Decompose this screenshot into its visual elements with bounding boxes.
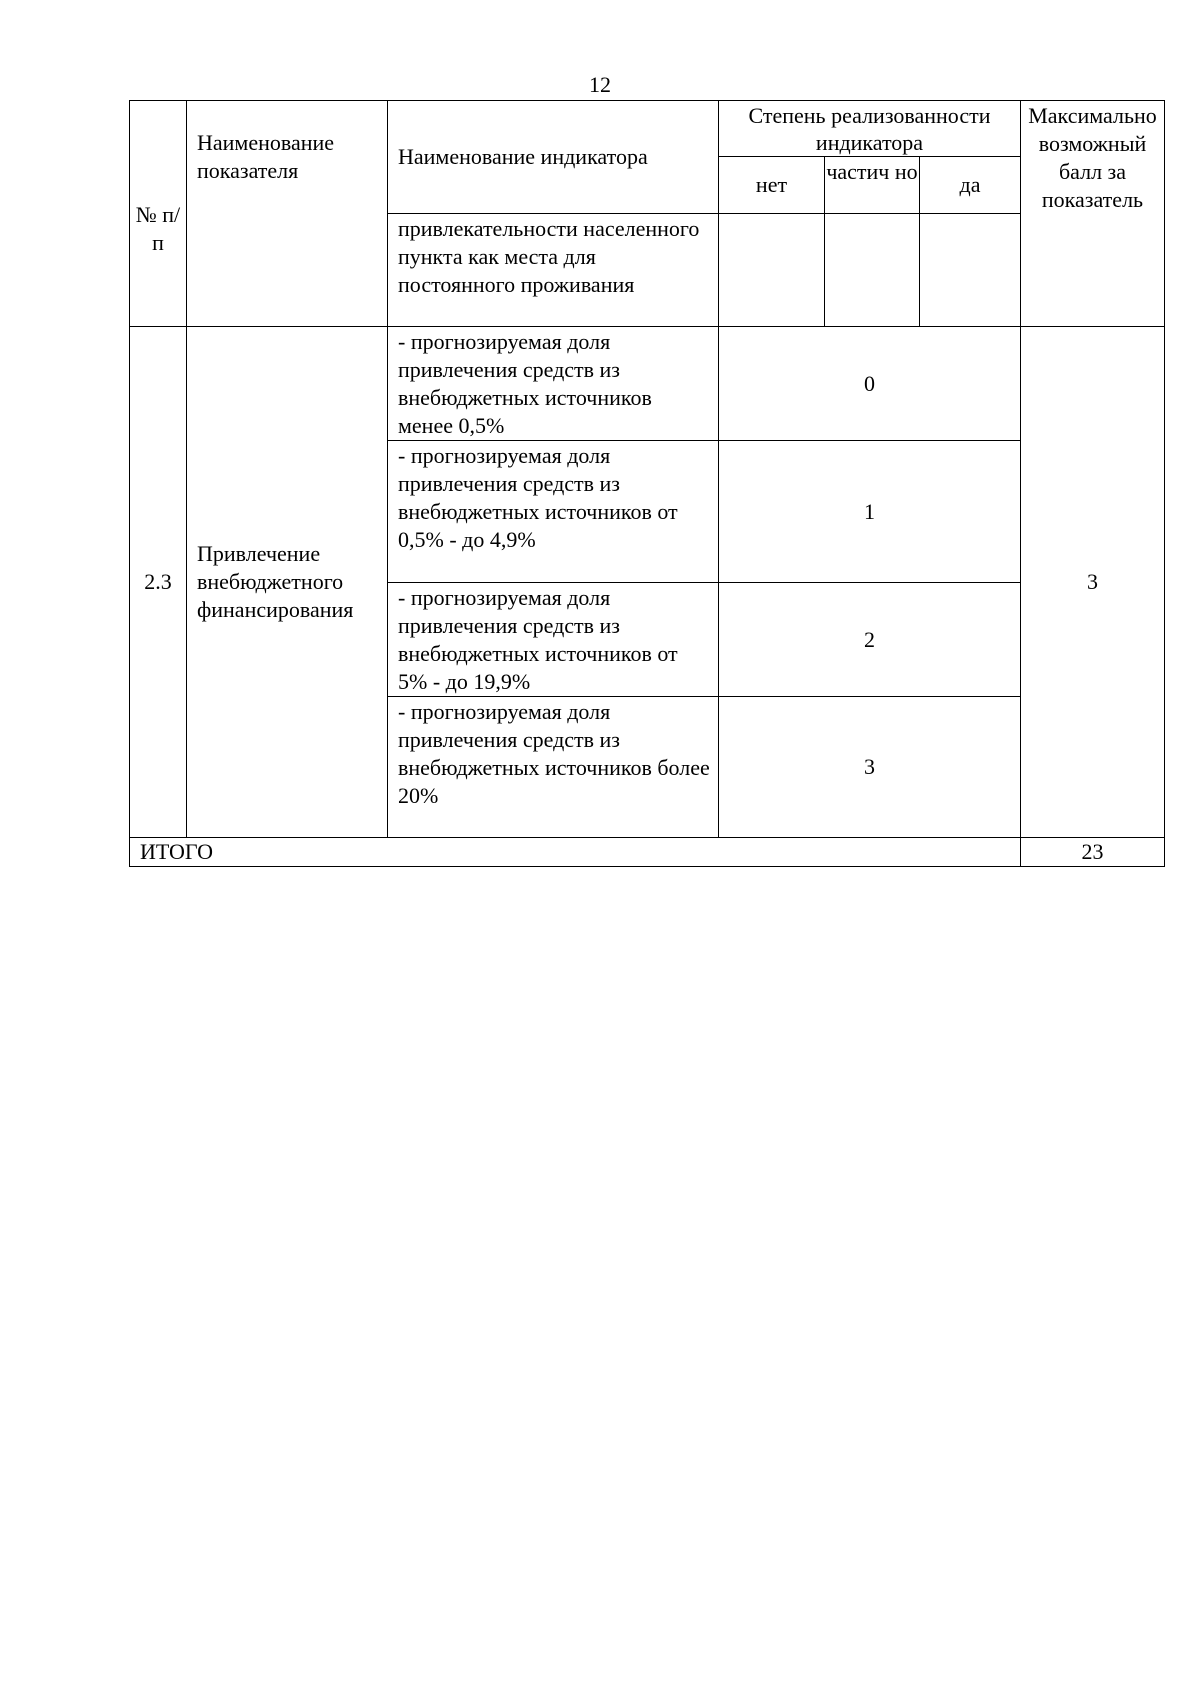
header-max-score: Максимально возможный балл за показатель <box>1021 101 1165 327</box>
indicator-text: - прогнозируемая доля привлечения средств из внебюджетных источников более 20% <box>388 697 719 838</box>
continuation-partial-cell <box>825 214 920 327</box>
header-realization-yes: да <box>920 157 1021 214</box>
header-row <box>130 101 1165 157</box>
indicator-text: - прогнозируемая доля привлечения средств из внебюджетных источников менее 0,5% <box>388 327 719 441</box>
total-row <box>130 838 1165 867</box>
section-max-score: 3 <box>1021 327 1165 838</box>
header-num <box>130 101 187 327</box>
indicator-score: 3 <box>719 697 1021 838</box>
header-realization-partial: частич но <box>825 157 920 214</box>
section-num: 2.3 <box>130 327 187 838</box>
continuation-yes-cell <box>920 214 1021 327</box>
section-name: Привлечение внебюджетного финансирования <box>187 327 388 838</box>
total-label: ИТОГО <box>130 838 1021 867</box>
indicator-score: 1 <box>719 441 1021 583</box>
page-number: 12 <box>589 72 611 97</box>
header-realization-group: Степень реализованности индикатора <box>719 101 1021 157</box>
total-value: 23 <box>1021 838 1165 867</box>
indicator-text: - прогнозируемая доля привлечения средств из внебюджетных источников от 0,5% - до 4,9% <box>388 441 719 583</box>
table-row <box>130 327 1165 441</box>
header-indicator-name: Наименование показателя <box>187 101 388 327</box>
indicator-score: 2 <box>719 583 1021 697</box>
header-realization-no: нет <box>719 157 825 214</box>
score-table <box>129 100 1165 867</box>
continuation-no-cell <box>719 214 825 327</box>
header-num-label: № п/п <box>135 201 181 255</box>
continuation-indicator-text: привлекательности населенного пункта как места для постоянного проживания <box>388 214 719 327</box>
header-indicator-item: Наименование индикатора <box>388 101 719 214</box>
indicator-score: 0 <box>719 327 1021 441</box>
indicator-text: - прогнозируемая доля привлечения средств из внебюджетных источников от 5% - до 19,9% <box>388 583 719 697</box>
